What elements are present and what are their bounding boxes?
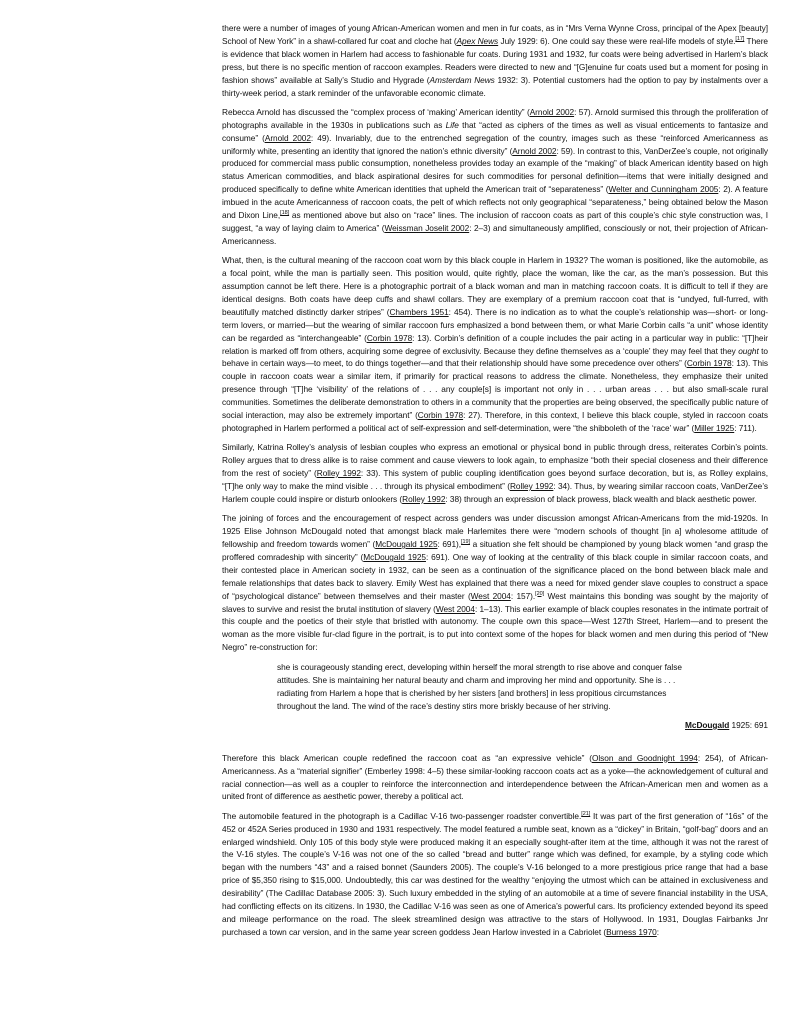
blockquote: she is courageously standing erect, developing within herself the moral strength to rise above and conquer false attitudes. She is maintaining her natural beauty and charm and improving her mind and opportunity. She is . . . radiating from Harlem a hope that is cherished by her sisters [and brothers] in less propitious circumstances throughout the land. The wind of the race’s destiny stirs more briskly because of her striving.	[277, 662, 682, 711]
citation-link[interactable]: Rolley 1992	[316, 468, 361, 479]
citation-link[interactable]: Olson and Goodnight 1994	[591, 752, 698, 763]
text-run: : 2). A feature imbued in the acute Americanness of raccoon coats, the pelt of which reflects not only geographical “separateness,” being obtained below the Mason and Dixon Line,	[222, 184, 768, 221]
text-run: : 27). Therefore, in this context, I believe this black couple, styled in raccoon coats photographed in Harlem performed a political act of self-expression and self-determination, were “the shibboleth of the ‘race’ war” (	[222, 410, 768, 433]
citation-link[interactable]: West 2004	[435, 603, 475, 614]
text-run: : 254), of African-Americanness. As a “material signifier” (Emberley 1998: 4–5) these similar-looking raccoon coats act as a yoke—the acknowledgement of cultural and racial connection—as well as a coupler to reinforce the interconnection and interdependence between the African-American men and women as a united front of difference as aesthetic power, thereby a political act.	[222, 752, 769, 802]
text-run: It was part of the first generation of “16s” of the 452 or 452A Series produced in 1930 and 1931 respectively. The model featured a rumble seat, known as a “dickey” in Britain, “golf-bag” doors and an enlarged windshield. Only 105 of this body style were produced making it an especially sought-after item at the time, although it was not the rarest of the V-16 styles. The couple’s V-16 was not one of the so called “bread and butter” range which was defined, for example, by a styling code which began with the numbers “43” and a raised bonnet (Saunders 2005). The couple’s V-16 belonged to a more prestigious price range that had a base price of $5,350 rising to $15,000. Undoubtedly, this car was destined for the wealthy “enjoying the utmost which can be attained in exclusiveness and desirability” (The Cadillac Database 2005: 3). Such luxury embedded in the styling of an automobile at a time of severe financial instability in the USA, had conflicting effects on its citizens. In 1930, the Cadillac V-16 was seen as one of America’s powerful cars. Its proficiency extended beyond its speed and mileage performance on the road. The sleek streamlined design was attractive to the stars of Hollywood. In 1931, Douglas Fairbanks Jnr purchased a town car version, and in the same year screen goddess Jean Harlow invested in a Cabriolet (	[222, 810, 769, 937]
citation-link[interactable]: Miller 1925	[694, 422, 735, 433]
text-run: : 49). Invariably, due to the entrenched segregation of the country, images such as these “reinforced Americanness as uniformly white, presenting an identity that ignored the nation’s ethnic diversity” (	[222, 132, 768, 156]
citation-link[interactable]: Burness 1970	[606, 926, 657, 937]
text-run: Life	[445, 119, 459, 130]
text-run: : 38) through an expression of black prowess, black wealth and black aesthetic power.	[445, 493, 757, 504]
citation-link[interactable]: Weissman Joselit 2002	[384, 222, 470, 233]
text-run: The automobile featured in the photograph is a Cadillac V-16 two-passenger roadster convertible.	[222, 810, 582, 821]
text-run: : 13). This couple in raccoon coats wear a similar item, if primarily for practical reasons to address the climate. Nonetheless, they emphasize their united presence through “[T]he ‘visibility’ of the relations of . . . any couple[s] is important not only in . . . urban areas . . . but also small-scale rural communities. Sometimes the deliberate demonstration to others in a community that the properties are being observed, the specifically public nature of social interaction, may also be extremely important” (	[222, 358, 769, 421]
citation-author-link[interactable]: McDougald	[685, 719, 730, 730]
citation-link[interactable]: Rolley 1992	[402, 493, 446, 504]
text-run: : 1–13). This earlier example of black couples resonates in the intimate portrait of this couple and the poetics of their style that bristled with autonomy. The couple own this space—West 127th Street, Harlem—and to present the woman as the more visible fur-clad figure in the portrait, is to put into context some of the hopes for black women and men during this period of “New Negro” re-construction for:	[222, 603, 768, 653]
text-run: Similarly, Katrina Rolley’s analysis of lesbian couples who express an emotional or physical bond in public through dress, reiterates Corbin’s points. Rolley argues that to dress alike is to raise comment and cause viewers to look again, to emphasize “both their special closeness and their difference from the rest of society” (	[222, 442, 768, 479]
citation-link[interactable]: Arnold 2002	[529, 106, 575, 117]
text-run: Amsterdam News	[429, 74, 495, 85]
footnote-ref-link[interactable]: [18]	[280, 210, 290, 217]
citation-link[interactable]: Apex News	[456, 35, 499, 46]
blockquote-citation	[222, 719, 768, 732]
text-run: to behave in certain ways—to meet, to do things together—and that their relationship should have some precedence over others” (	[222, 345, 768, 369]
text-run: there were a number of images of young African-American women and men in fur coats, as in “Mrs Verna Wynne Cross, principal of the Apex [beauty] School of New York” in a shawl-collared fur coat and cloche hat (	[222, 23, 768, 46]
text-run: a situation she felt should be championed by young black women “and grasp the proffered comradeship with sincerity” (	[222, 539, 768, 562]
citation-rest: 1925: 691	[729, 719, 768, 730]
text-run: as mentioned above but also on “race” lines. The inclusion of raccoon coats as part of this couple’s chic style construction was, I suggest, “a way of laying claim to America” (	[222, 210, 768, 233]
citation-link[interactable]: West 2004	[470, 590, 511, 601]
text-run: : 711).	[734, 422, 757, 433]
paragraph	[222, 441, 768, 506]
citation-link[interactable]: Corbin 1978	[686, 358, 732, 369]
text-run: : 57). Arnold surmised this through the proliferation of photographs available in the 1930s in publications such as	[222, 106, 768, 130]
citation-link[interactable]: Corbin 1978	[366, 332, 413, 343]
text-run: : 59). In contrast to this, VanDerZee’s couple, not originally produced for commercial mass public consumption, nonetheless provides today an example of the “making” of black American identity based on high status American commodities, and black aspirational desires for such commodities for personal definition—items that were initially designed and produced specifically to define white American identities that upheld the American trait of “separateness” (	[222, 145, 769, 195]
text-run: that “acted as ciphers of the times as well as visual enticements to fantasize and consume” (	[222, 119, 768, 143]
citation-link[interactable]: Welter and Cunningham 2005	[608, 184, 719, 195]
text-run: : 2–3) and simultaneously amplified, consciously or not, their projection of African-Americanness.	[222, 222, 768, 246]
footnote-ref-link[interactable]: [21]	[581, 810, 591, 817]
text-run: 1932: 3). Potential customers had the option to pay by instalments over a thirty-week period, a stark reminder of the unfavorable economic climate.	[222, 74, 768, 98]
paragraph	[222, 106, 768, 248]
paragraph	[222, 512, 768, 654]
text-run: : 34). Thus, by wearing similar raccoon coats, VanDerZee’s Harlem couple could inspire or disturb onlookers (	[222, 480, 768, 504]
citation-link[interactable]: Arnold 2002	[264, 132, 311, 143]
text-run: What, then, is the cultural meaning of the raccoon coat worn by this black couple in Harlem in 1932? The woman is positioned, like the automobile, as a focal point, while the man is partially seen. This position would, quite rightly, place the woman, like the car, as the man’s possession. But this assumption cannot be left there. Here is a photographic portrait of a black woman and man in matching raccoon coats. It is difficult to tell if they are identical designs. Both coats have deep cuffs and shawl collars. They are exemplary of a premium raccoon coat that is “undyed, full-furred, with beautifully matched distinctly darker stripes” (	[222, 255, 768, 317]
paragraph	[222, 254, 768, 435]
citation-link[interactable]: Arnold 2002	[512, 145, 557, 156]
text-run: : 13). Corbin’s definition of a couple includes the pair acting in a particular way in public: “[T]heir relation is marked off from others, acquiring some degree of exclusivity. Because they define themselves as a ‘couple’ they may feel that they	[222, 332, 768, 356]
paragraphs-before-quote	[222, 22, 768, 654]
citation-link[interactable]: McDougald 1925	[363, 551, 426, 562]
footnote-ref-link[interactable]: [20]	[535, 590, 545, 597]
text-run: :	[656, 926, 659, 937]
citation-link[interactable]: McDougald 1925	[375, 539, 438, 549]
paragraph	[222, 22, 768, 99]
footnote-ref-link[interactable]: [17]	[735, 36, 745, 43]
text-run: : 454). There is no indication as to what the couple’s relationship was—short- or long-term lovers, or married—but the wearing of similar raccoon furs emphasized a bond between them, or what Marie Corbin calls “a unit” whose identity can be regarded as “interchangeable” (	[222, 306, 768, 343]
citation-link[interactable]: Corbin 1978	[417, 410, 464, 421]
text-run: There is evidence that black women in Harlem had access to fashionable fur coats. During 1931 and 1932, fur coats were being advertised in Harlem’s black press, but there is no specific mention of raccoon examples. Readers were directed to new and “[G]enuine fur coats used but a moment for posing in fashion shows” available at Sally’s Studio and Hygrade (	[222, 35, 768, 85]
paragraph	[222, 752, 768, 804]
footnote-ref-link[interactable]: [19]	[461, 539, 471, 546]
paragraph	[222, 810, 768, 939]
text-run: : 157).	[510, 590, 536, 601]
text-run: : 691),	[437, 539, 462, 549]
text-run: Rebecca Arnold has discussed the “complex process of ‘making’ American identity” (	[222, 106, 530, 117]
citation-link[interactable]: Chambers 1951	[389, 306, 449, 317]
text-run: ought	[738, 345, 759, 356]
text-run: July 1929: 6). One could say these were real-life models of style.	[498, 35, 736, 46]
citation-link[interactable]: Rolley 1992	[509, 480, 554, 491]
text-run: The joining of forces and the encouragement of respect across genders was under discussion amongst African-Americans from the mid-1920s. In 1925 Elise Johnson McDougald noted that amongst black male Harlemites there were “modern schools of thought [in a] wholesome attitude of fellowship and freedom towards women” (	[222, 513, 768, 549]
article-body	[222, 22, 768, 945]
text-run: West maintains this bonding was sought by the majority of slaves to survive and resist the brutal institution of slavery (	[222, 590, 769, 614]
text-run: : 33). This system of public coupling identification goes beyond surface decoration, but is, as Rolley explains, “[T]he only way to make the mind visible . . . through its physical embodiment” (	[222, 468, 768, 491]
paragraphs-after-quote	[222, 752, 768, 939]
text-run: : 691). One way of looking at the centrality of this black couple in similar raccoon coats, and their contested place in American society in 1932, can be seen as a continuation of the significance placed on the bond between black male and female relationships that dates back to slavery. Emily West has explained that there was a need for mixed gender slave couples to construct a space of “psychological distance” between themselves and their master (	[222, 551, 769, 601]
text-run: Therefore this black American couple redefined the raccoon coat as “an expressive vehicle” (	[222, 752, 592, 763]
